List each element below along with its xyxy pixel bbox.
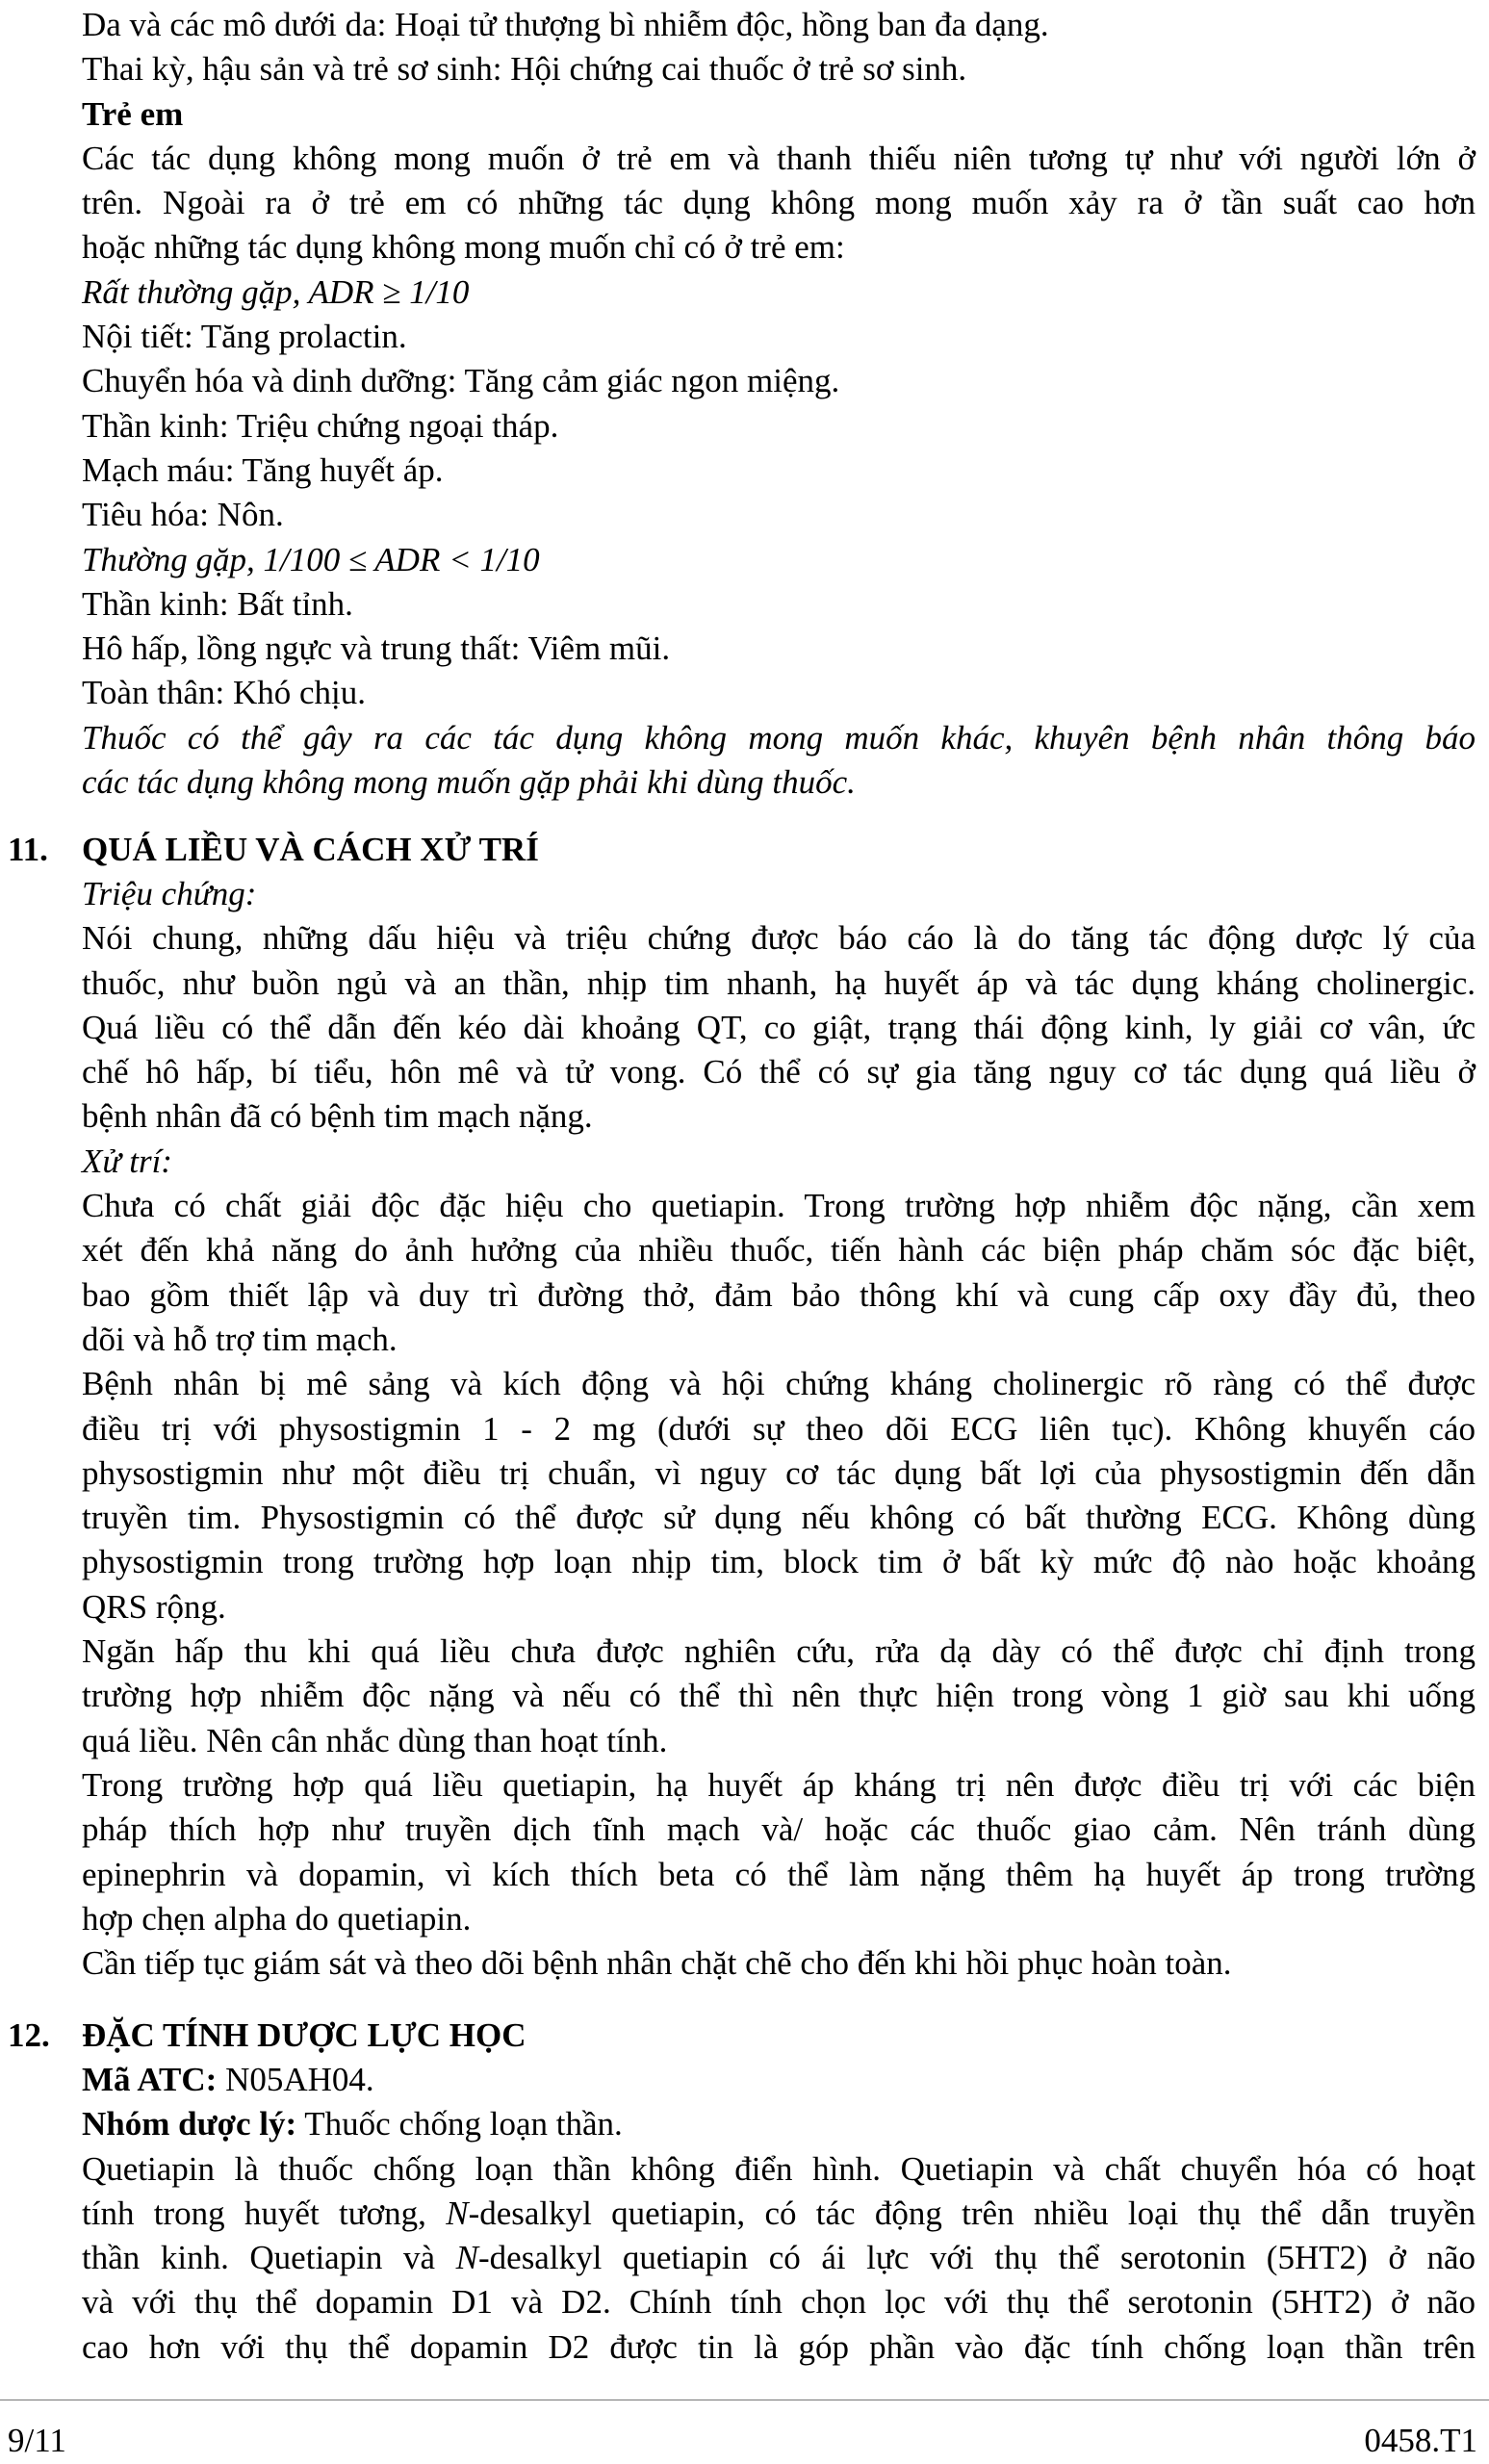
adr-item: Thần kinh: Bất tỉnh. [82, 584, 353, 623]
treatment-line: hợp chẹn alpha do quetiapin. [82, 1899, 472, 1938]
atc-value: N05AH04. [217, 2061, 374, 2098]
treatment-line: điều trị với physostigmin 1 - 2 mg (dưới sự theo dõi ECG liên tục). Không khuyến cáo [82, 1409, 1476, 1448]
section-12-body [82, 2058, 1476, 2370]
document-code: 0458.T1 [1364, 2422, 1477, 2459]
treatment-line: trường hợp nhiễm độc nặng và nếu có thể thì nên thực hiện trong vòng 1 giờ sau khi uống [82, 1677, 1476, 1715]
section-10-tail [82, 3, 1476, 805]
advice-line: các tác dụng không mong muốn gặp phải khi dùng thuốc. [82, 763, 856, 802]
treatment-line: Ngăn hấp thu khi quá liều chưa được nghiên cứu, rửa dạ dày có thể được chỉ định trong [82, 1632, 1476, 1671]
treatment-line: QRS rộng. [82, 1587, 226, 1626]
treatment-line: physostigmin như một điều trị chuẩn, vì nguy cơ tác dụng bất lợi của physostigmin đến dẫn [82, 1453, 1476, 1492]
children-intro-line: hoặc những tác dụng không mong muốn chỉ có ở trẻ em: [82, 228, 845, 267]
children-heading: Trẻ em [82, 94, 184, 133]
text-span: -desalkyl quetiapin có ái lực với thụ thể serotonin (5HT2) ở não [478, 2239, 1476, 2277]
symptoms-line: thuốc, như buồn ngủ và an thần, nhịp tim nhanh, hạ huyết áp và tác dụng kháng cholinergic. [82, 963, 1476, 1002]
skin-adr-line: Da và các mô dưới da: Hoại tử thượng bì nhiễm độc, hồng ban đa dạng. [82, 6, 1049, 43]
treatment-line: pháp thích hợp như truyền dịch tĩnh mạch và/ hoặc các thuốc giao cảm. Nên tránh dùng [82, 1810, 1476, 1849]
treatment-line: Bệnh nhân bị mê sảng và kích động và hội chứng kháng cholinergic rõ ràng có thể được [82, 1365, 1476, 1403]
section-title: QUÁ LIỀU VÀ CÁCH XỬ TRÍ [82, 831, 539, 868]
text-span: tính trong huyết tương, [82, 2194, 447, 2232]
atc-code-line [82, 2058, 1476, 2102]
group-value: Thuốc chống loạn thần. [296, 2105, 623, 2143]
symptoms-line: Quá liều có thể dẫn đến kéo dài khoảng QT, co giật, trạng thái động kinh, ly giải cơ vân, ức [82, 1008, 1476, 1046]
symptoms-line: Nói chung, những dấu hiệu và triệu chứng được báo cáo là do tăng tác động dược lý của [82, 919, 1476, 958]
very-common-label: Rất thường gặp, ADR ≥ 1/10 [82, 272, 470, 311]
treatment-line: physostigmin trong trường hợp loạn nhịp tim, block tim ở bất kỳ mức độ nào hoặc khoảng [82, 1543, 1476, 1581]
adr-item: Toàn thân: Khó chịu. [82, 674, 366, 712]
atc-label: Mã ATC: [82, 2061, 218, 2098]
italic-n: N [446, 2194, 469, 2232]
symptoms-line: bệnh nhân đã có bệnh tim mạch nặng. [82, 1097, 593, 1136]
section-12-heading [8, 2014, 1451, 2058]
children-intro-line: trên. Ngoài ra ở trẻ em có những tác dụng không mong muốn xảy ra ở tần suất cao hơn [82, 184, 1476, 222]
section-number: 11. [8, 831, 48, 868]
treatment-line: dõi và hỗ trợ tim mạch. [82, 1320, 398, 1358]
pharmacodynamics-line: Quetiapin là thuốc chống loạn thần không điển hình. Quetiapin và chất chuyển hóa có hoạt [82, 2149, 1476, 2188]
text-span: -desalkyl quetiapin, có tác động trên nhiều loại thụ thể dẫn truyền [468, 2194, 1476, 2232]
adr-item: Thần kinh: Triệu chứng ngoại tháp. [82, 406, 559, 445]
treatment-line: truyền tim. Physostigmin có thể được sử dụng nếu không có bất thường ECG. Không dùng [82, 1499, 1476, 1537]
section-11-heading [8, 828, 1451, 872]
symptoms-line: chế hô hấp, bí tiểu, hôn mê và tử vong. Có thể có sự gia tăng nguy cơ tác dụng quá liều ở [82, 1053, 1476, 1091]
text-span: thần kinh. Quetiapin và [82, 2239, 456, 2277]
treatment-line: epinephrin và dopamin, vì kích thích beta có thể làm nặng thêm hạ huyết áp trong trường [82, 1855, 1476, 1893]
adr-item: Tiêu hóa: Nôn. [82, 496, 284, 534]
children-intro-line: Các tác dụng không mong muốn ở trẻ em và thanh thiếu niên tương tự như với người lớn ở [82, 139, 1476, 177]
pharmacologic-group-line [82, 2102, 1476, 2146]
adr-item: Mạch máu: Tăng huyết áp. [82, 450, 444, 489]
pharmacodynamics-line: cao hơn với thụ thể dopamin D2 được tin là góp phần vào đặc tính chống loạn thần trên [82, 2327, 1476, 2366]
treatment-line: Cần tiếp tục giám sát và theo dõi bệnh nhân chặt chẽ cho đến khi hồi phục hoàn toàn. [82, 1944, 1232, 1983]
treatment-line: bao gồm thiết lập và duy trì đường thở, đảm bảo thông khí và cung cấp oxy đầy đủ, theo [82, 1275, 1476, 1314]
treatment-line: xét đến khả năng do ảnh hưởng của nhiều thuốc, tiến hành các biện pháp chăm sóc đặc biệt, [82, 1231, 1476, 1270]
adr-item: Chuyển hóa và dinh dưỡng: Tăng cảm giác ngon miệng. [82, 362, 840, 400]
adr-item: Hô hấp, lồng ngực và trung thất: Viêm mũi. [82, 629, 671, 668]
symptoms-label: Triệu chứng: [82, 875, 257, 912]
section-11-body [82, 872, 1476, 1986]
treatment-line: Chưa có chất giải độc đặc hiệu cho quetiapin. Trong trường hợp nhiễm độc nặng, cần xem [82, 1187, 1476, 1225]
pharmacodynamics-line [82, 2192, 1476, 2236]
adr-item: Nội tiết: Tăng prolactin. [82, 318, 407, 356]
pharmacodynamics-line [82, 2236, 1476, 2280]
section-title: ĐẶC TÍNH DƯỢC LỰC HỌC [82, 2016, 526, 2054]
section-number: 12. [8, 2016, 50, 2054]
italic-n: N [455, 2239, 478, 2277]
common-label: Thường gặp, 1/100 ≤ ADR < 1/10 [82, 540, 540, 578]
advice-line: Thuốc có thể gây ra các tác dụng không mong muốn khác, khuyên bệnh nhân thông báo [82, 718, 1476, 757]
pregnancy-adr-line: Thai kỳ, hậu sản và trẻ sơ sinh: Hội chứng cai thuốc ở trẻ sơ sinh. [82, 50, 967, 89]
treatment-label: Xử trí: [82, 1142, 172, 1180]
treatment-line: Trong trường hợp quá liều quetiapin, hạ huyết áp kháng trị nên được điều trị với các biện [82, 1765, 1476, 1804]
group-label: Nhóm dược lý: [82, 2105, 297, 2143]
pharmacodynamics-line: và với thụ thể dopamin D1 và D2. Chính tính chọn lọc với thụ thể serotonin (5HT2) ở não [82, 2283, 1476, 2322]
treatment-line: quá liều. Nên cân nhắc dùng than hoạt tính. [82, 1721, 668, 1759]
page-number: 9/11 [8, 2422, 66, 2459]
